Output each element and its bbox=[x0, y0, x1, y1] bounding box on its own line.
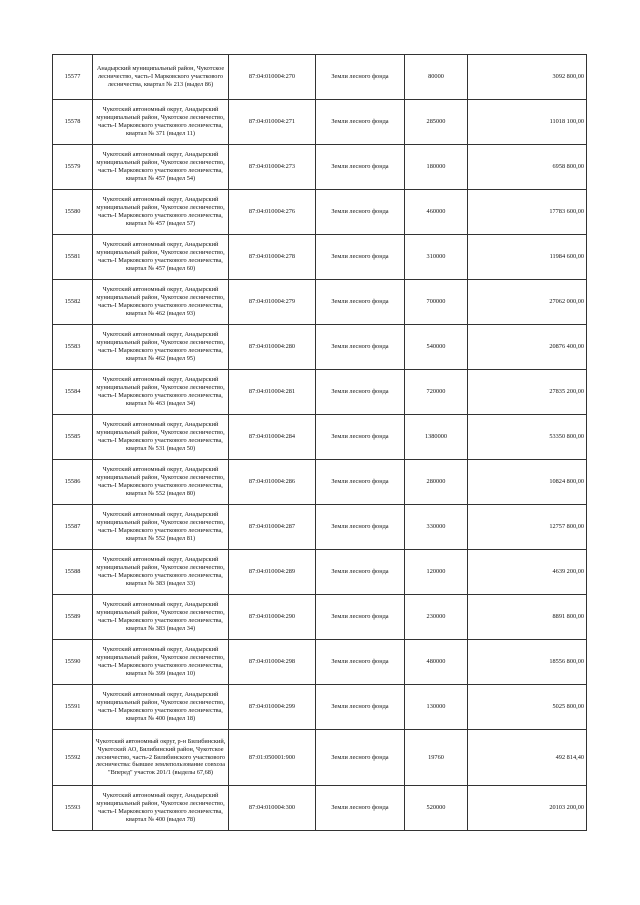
row-address: Чукотский автономный округ, р-н Билибинский, Чукотский АО, Билибинский район, Чукотское лесничество, часть-2 Билибинского участкового лесничества: бывшее землепользование совхоза "Вперед" участок 201/1 (выделы 67,68) bbox=[93, 730, 229, 786]
row-number: 15590 bbox=[53, 640, 93, 685]
row-number: 15588 bbox=[53, 550, 93, 595]
row-number: 15593 bbox=[53, 786, 93, 831]
row-cadastral-number: 87:04:010004:298 bbox=[229, 640, 316, 685]
land-plots-table bbox=[52, 54, 587, 831]
row-land-category: Земли лесного фонда bbox=[316, 460, 405, 505]
row-area: 330000 bbox=[405, 505, 468, 550]
row-cadastral-number: 87:04:010004:273 bbox=[229, 145, 316, 190]
table-row bbox=[53, 786, 587, 831]
table-row bbox=[53, 280, 587, 325]
row-cadastral-cost: 11984 600,00 bbox=[468, 235, 587, 280]
row-number: 15589 bbox=[53, 595, 93, 640]
row-cadastral-cost: 53350 800,00 bbox=[468, 415, 587, 460]
row-land-category: Земли лесного фонда bbox=[316, 145, 405, 190]
row-number: 15582 bbox=[53, 280, 93, 325]
table-row bbox=[53, 460, 587, 505]
row-number: 15584 bbox=[53, 370, 93, 415]
row-cadastral-cost: 10824 800,00 bbox=[468, 460, 587, 505]
row-area: 1380000 bbox=[405, 415, 468, 460]
row-land-category: Земли лесного фонда bbox=[316, 685, 405, 730]
table-row bbox=[53, 190, 587, 235]
row-cadastral-cost: 20876 400,00 bbox=[468, 325, 587, 370]
row-number: 15580 bbox=[53, 190, 93, 235]
row-cadastral-number: 87:04:010004:281 bbox=[229, 370, 316, 415]
row-address: Чукотский автономный округ, Анадырский муниципальный район, Чукотское лесничество, часть-I Марковского участкового лесничества, квартал № 462 (выдел 95) bbox=[93, 325, 229, 370]
row-cadastral-cost: 8891 800,00 bbox=[468, 595, 587, 640]
row-number: 15591 bbox=[53, 685, 93, 730]
row-area: 720000 bbox=[405, 370, 468, 415]
row-area: 460000 bbox=[405, 190, 468, 235]
table-row bbox=[53, 505, 587, 550]
row-land-category: Земли лесного фонда bbox=[316, 235, 405, 280]
row-number: 15585 bbox=[53, 415, 93, 460]
row-cadastral-number: 87:04:010004:290 bbox=[229, 595, 316, 640]
row-land-category: Земли лесного фонда bbox=[316, 370, 405, 415]
row-land-category: Земли лесного фонда bbox=[316, 786, 405, 831]
row-address: Чукотский автономный округ, Анадырский муниципальный район, Чукотское лесничество, часть-I Марковского участкового лесничества, квартал № 400 (выдел 18) bbox=[93, 685, 229, 730]
row-address: Чукотский автономный округ, Анадырский муниципальный район, Чукотское лесничество, часть-I Марковского участкового лесничества, квартал № 531 (выдел 50) bbox=[93, 415, 229, 460]
row-land-category: Земли лесного фонда bbox=[316, 730, 405, 786]
table-row bbox=[53, 370, 587, 415]
row-address: Анадырский муниципальный район, Чукотское лесничество, часть-I Марковского участкового лесничества, квартал № 213 (выдел 86) bbox=[93, 55, 229, 100]
row-area: 280000 bbox=[405, 460, 468, 505]
row-number: 15587 bbox=[53, 505, 93, 550]
row-land-category: Земли лесного фонда bbox=[316, 415, 405, 460]
row-address: Чукотский автономный округ, Анадырский муниципальный район, Чукотское лесничество, часть-I Марковского участкового лесничества, квартал № 383 (выдел 33) bbox=[93, 550, 229, 595]
row-address: Чукотский автономный округ, Анадырский муниципальный район, Чукотское лесничество, часть-I Марковского участкового лесничества, квартал № 463 (выдел 34) bbox=[93, 370, 229, 415]
table-row bbox=[53, 100, 587, 145]
row-cadastral-number: 87:04:010004:299 bbox=[229, 685, 316, 730]
row-address: Чукотский автономный округ, Анадырский муниципальный район, Чукотское лесничество, часть-I Марковского участкового лесничества, квартал № 371 (выдел 11) bbox=[93, 100, 229, 145]
row-cadastral-cost: 5025 800,00 bbox=[468, 685, 587, 730]
row-cadastral-number: 87:04:010004:279 bbox=[229, 280, 316, 325]
row-number: 15579 bbox=[53, 145, 93, 190]
row-cadastral-cost: 3092 800,00 bbox=[468, 55, 587, 100]
row-cadastral-cost: 18556 800,00 bbox=[468, 640, 587, 685]
row-land-category: Земли лесного фонда bbox=[316, 505, 405, 550]
table-row bbox=[53, 55, 587, 100]
table-row bbox=[53, 685, 587, 730]
table-row bbox=[53, 640, 587, 685]
row-cadastral-number: 87:04:010004:286 bbox=[229, 460, 316, 505]
row-address: Чукотский автономный округ, Анадырский муниципальный район, Чукотское лесничество, часть-I Марковского участкового лесничества, квартал № 457 (выдел 57) bbox=[93, 190, 229, 235]
row-address: Чукотский автономный округ, Анадырский муниципальный район, Чукотское лесничество, часть-I Марковского участкового лесничества, квартал № 552 (выдел 81) bbox=[93, 505, 229, 550]
table-row bbox=[53, 235, 587, 280]
row-address: Чукотский автономный округ, Анадырский муниципальный район, Чукотское лесничество, часть-I Марковского участкового лесничества, квартал № 457 (выдел 60) bbox=[93, 235, 229, 280]
row-area: 80000 bbox=[405, 55, 468, 100]
table-row bbox=[53, 730, 587, 786]
row-cadastral-cost: 27062 000,00 bbox=[468, 280, 587, 325]
row-number: 15577 bbox=[53, 55, 93, 100]
row-land-category: Земли лесного фонда bbox=[316, 640, 405, 685]
row-address: Чукотский автономный округ, Анадырский муниципальный район, Чукотское лесничество, часть-I Марковского участкового лесничества, квартал № 462 (выдел 93) bbox=[93, 280, 229, 325]
row-area: 540000 bbox=[405, 325, 468, 370]
row-cadastral-cost: 12757 800,00 bbox=[468, 505, 587, 550]
row-cadastral-cost: 17783 600,00 bbox=[468, 190, 587, 235]
row-address: Чукотский автономный округ, Анадырский муниципальный район, Чукотское лесничество, часть-I Марковского участкового лесничества, квартал № 383 (выдел 34) bbox=[93, 595, 229, 640]
row-address: Чукотский автономный округ, Анадырский муниципальный район, Чукотское лесничество, часть-I Марковского участкового лесничества, квартал № 552 (выдел 80) bbox=[93, 460, 229, 505]
row-cadastral-cost: 492 814,40 bbox=[468, 730, 587, 786]
row-area: 700000 bbox=[405, 280, 468, 325]
row-land-category: Земли лесного фонда bbox=[316, 595, 405, 640]
row-area: 120000 bbox=[405, 550, 468, 595]
table-row bbox=[53, 325, 587, 370]
row-land-category: Земли лесного фонда bbox=[316, 100, 405, 145]
table-row bbox=[53, 415, 587, 460]
row-number: 15581 bbox=[53, 235, 93, 280]
row-area: 310000 bbox=[405, 235, 468, 280]
row-address: Чукотский автономный округ, Анадырский муниципальный район, Чукотское лесничество, часть-I Марковского участкового лесничества, квартал № 400 (выдел 78) bbox=[93, 786, 229, 831]
table-row bbox=[53, 145, 587, 190]
row-land-category: Земли лесного фонда bbox=[316, 325, 405, 370]
row-cadastral-number: 87:04:010004:284 bbox=[229, 415, 316, 460]
row-land-category: Земли лесного фонда bbox=[316, 550, 405, 595]
row-area: 520000 bbox=[405, 786, 468, 831]
row-area: 130000 bbox=[405, 685, 468, 730]
row-cadastral-number: 87:04:010004:287 bbox=[229, 505, 316, 550]
row-address: Чукотский автономный округ, Анадырский муниципальный район, Чукотское лесничество, часть-I Марковского участкового лесничества, квартал № 457 (выдел 54) bbox=[93, 145, 229, 190]
row-cadastral-number: 87:04:010004:271 bbox=[229, 100, 316, 145]
row-cadastral-number: 87:04:010004:289 bbox=[229, 550, 316, 595]
row-cadastral-number: 87:04:010004:278 bbox=[229, 235, 316, 280]
row-cadastral-cost: 6958 800,00 bbox=[468, 145, 587, 190]
row-cadastral-number: 87:04:010004:300 bbox=[229, 786, 316, 831]
row-cadastral-number: 87:01:050001:900 bbox=[229, 730, 316, 786]
row-cadastral-number: 87:04:010004:280 bbox=[229, 325, 316, 370]
table-row bbox=[53, 595, 587, 640]
row-area: 19760 bbox=[405, 730, 468, 786]
row-cadastral-cost: 27835 200,00 bbox=[468, 370, 587, 415]
row-address: Чукотский автономный округ, Анадырский муниципальный район, Чукотское лесничество, часть-I Марковского участкового лесничества, квартал № 399 (выдел 10) bbox=[93, 640, 229, 685]
row-cadastral-cost: 4639 200,00 bbox=[468, 550, 587, 595]
row-land-category: Земли лесного фонда bbox=[316, 55, 405, 100]
row-area: 230000 bbox=[405, 595, 468, 640]
row-land-category: Земли лесного фонда bbox=[316, 190, 405, 235]
row-cadastral-number: 87:04:010004:270 bbox=[229, 55, 316, 100]
row-number: 15583 bbox=[53, 325, 93, 370]
row-number: 15578 bbox=[53, 100, 93, 145]
row-cadastral-number: 87:04:010004:276 bbox=[229, 190, 316, 235]
row-number: 15586 bbox=[53, 460, 93, 505]
row-cadastral-cost: 20103 200,00 bbox=[468, 786, 587, 831]
table-row bbox=[53, 550, 587, 595]
row-area: 480000 bbox=[405, 640, 468, 685]
row-area: 285000 bbox=[405, 100, 468, 145]
row-cadastral-cost: 11018 100,00 bbox=[468, 100, 587, 145]
row-number: 15592 bbox=[53, 730, 93, 786]
row-area: 180000 bbox=[405, 145, 468, 190]
row-land-category: Земли лесного фонда bbox=[316, 280, 405, 325]
